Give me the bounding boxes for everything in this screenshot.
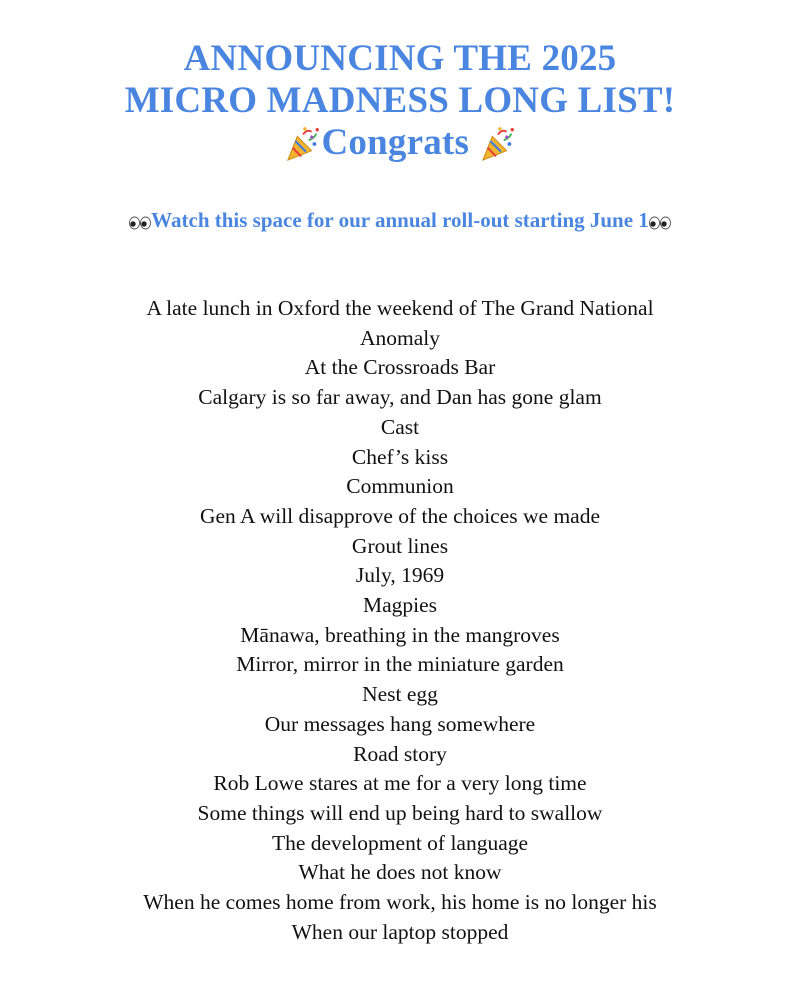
list-item: Mānawa, breathing in the mangroves <box>240 622 560 647</box>
list-item: Gen A will disapprove of the choices we made <box>199 503 601 528</box>
list-item: Mirror, mirror in the miniature garden <box>236 652 564 677</box>
list-item: When he comes home from work, his home is no longer his <box>143 890 657 915</box>
list-item: Rob Lowe stares at me for a very long time <box>213 771 587 796</box>
list-item: Our messages hang somewhere <box>264 711 536 736</box>
list-item: Grout lines <box>351 533 449 558</box>
list-item: July, 1969 <box>355 563 445 588</box>
party-popper-icon <box>284 125 322 167</box>
eyes-icon <box>649 208 671 236</box>
subtitle-text: Watch this space for our annual roll-out starting June 1 <box>151 208 649 232</box>
list-item: Calgary is so far away, and Dan has gone glam <box>198 385 602 410</box>
party-popper-icon <box>479 125 517 167</box>
list-item: Nest egg <box>362 682 438 707</box>
list-item: Anomaly <box>359 325 441 350</box>
list-item: What he does not know <box>298 860 502 885</box>
list-item: When our laptop stopped <box>291 919 509 944</box>
headline-line-2: MICRO MADNESS LONG LIST! <box>124 80 676 121</box>
list-item: Communion <box>346 474 454 499</box>
list-item: The development of language <box>271 830 529 855</box>
list-item: Road story <box>353 741 447 766</box>
list-item: Chef’s kiss <box>351 444 449 469</box>
list-item: Magpies <box>362 593 438 618</box>
rollout-subtitle <box>0 206 800 236</box>
list-item: Cast <box>380 414 420 439</box>
eyes-icon <box>129 208 151 236</box>
congrats-line <box>0 122 800 167</box>
list-item: Some things will end up being hard to swallow <box>197 800 603 825</box>
long-list <box>0 294 800 947</box>
congrats-text: Congrats <box>321 122 470 163</box>
list-item: A late lunch in Oxford the weekend of The Grand National <box>146 296 654 320</box>
headline-line-1: ANNOUNCING THE 2025 <box>183 38 617 79</box>
headline <box>0 0 800 167</box>
list-item: At the Crossroads Bar <box>304 355 496 380</box>
